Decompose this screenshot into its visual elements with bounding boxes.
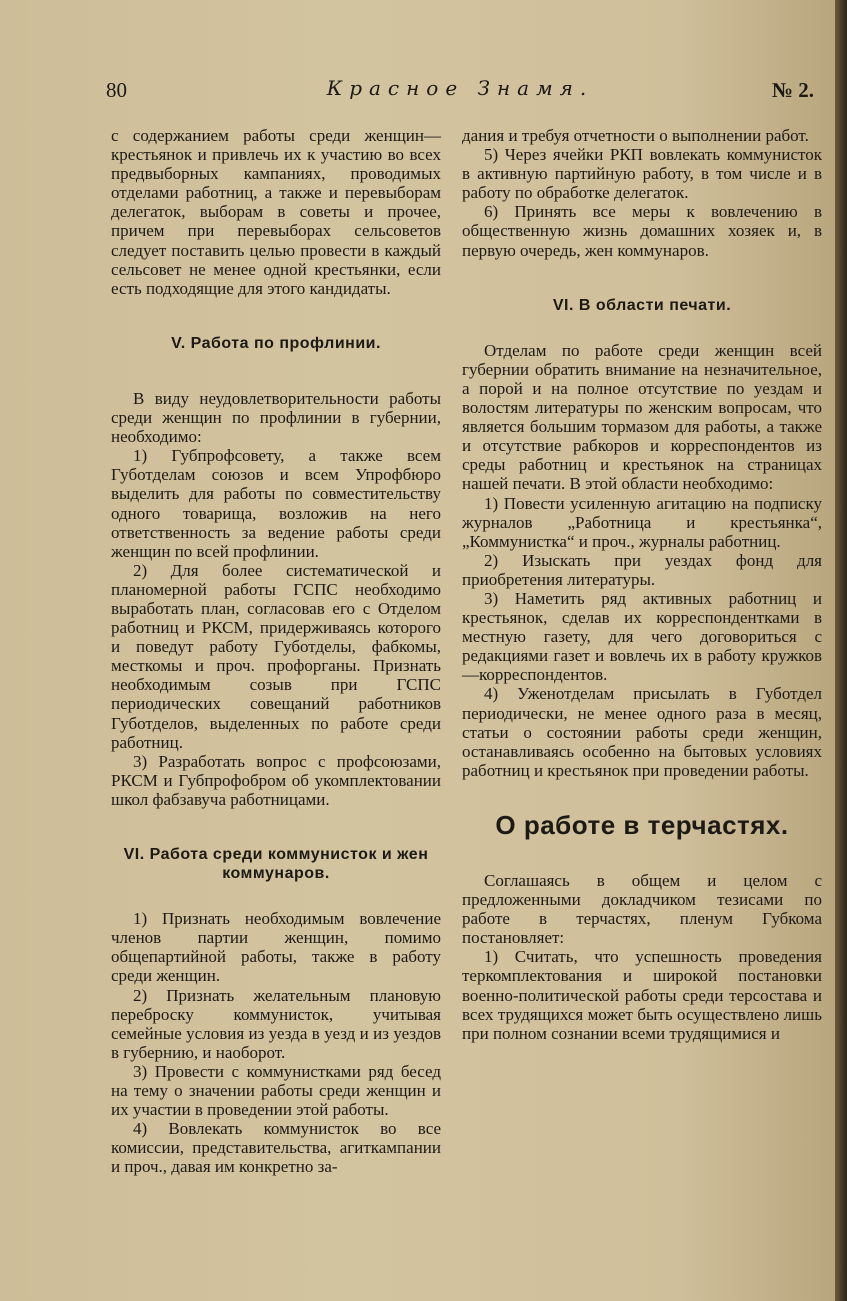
paragraph: 2) Признать желательным плановую переброску коммунисток, учитывая семейные условия из уезда в уезд и из уездов в губернию, и наоборот. [111,985,441,1062]
paragraph: 2) Изыскать при уездах фонд для приобретения литературы. [462,550,822,589]
journal-title: Красное Знамя. [326,76,594,100]
paragraph: 4) Уженотделам присылать в Губотдел периодически, не менее одного раза в месяц, статьи о состоянии работы среди женщин, останавливаясь особенно на бытовых условиях работниц и крестьянок при проведении работы. [462,684,822,780]
paragraph: 2) Для более систематической и планомерной работы ГСПС необходимо выработать план, согласовав его с Отделом работниц и РКСМ, придерживаясь которого и поведут работу Губотделы, фабкомы, месткомы и проч. профорганы. Признать необходимым созыв при ГСПС периодических совещаний работников Губотделов, выделенных по работе среди работниц. [111,560,441,752]
paragraph: Соглашаясь в общем и целом с предложенными докладчиком тезисами по работе в терчастях, пленум Губкома постановляет: [462,871,822,948]
paragraph: 6) Принять все меры к вовлечению в общественную жизнь домашних хозяек и, в первую очередь, жен коммунаров. [462,202,822,260]
left-column [111,126,441,1177]
section-heading: VI. В области печати. [552,296,732,314]
paragraph: 1) Признать необходимым вовлечение членов партии женщин, помимо общепартийной работы, также в работу среди женщин. [111,909,441,986]
section-heading: VI. Работа среди коммунисток и жен коммунаров. [123,846,429,883]
paragraph: 1) Губпрофсовету, а также всем Губотделам союзов и всем Упрофбюро выделить для работы по совместительству одного товарища, возложив на него ответственность за ведение работы среди женщин по всей профлинии. [111,446,441,561]
section-heading: V. Работа по профлинии. [171,334,381,352]
paragraph: дания и требуя отчетности о выполнении работ. [462,126,809,145]
article-heading: О работе в терчастях. [495,809,789,840]
paragraph: 3) Наметить ряд активных работниц и крестьянок, сделав их корреспондентками в местную газету, для чего договориться с редакциями газет и вовлечь их в работу кружков—корреспондентов. [462,588,822,685]
page-header [106,74,814,108]
right-column [462,126,822,1043]
paragraph: Отделам по работе среди женщин всей губернии обратить внимание на незначительное, а порой и на полное отсутствие по уездам и волостям литературы по женским вопросам, что является большим тормазом для работы, а также и отсутствие рабкоров и корреспондентов из среды работниц и крестьянок на страницах нашей печати. В этой области необходимо: [462,340,822,494]
page-edge-shadow [835,0,847,1301]
page-number: 80 [106,78,127,102]
paragraph: 1) Считать, что успешность проведения теркомплектования и широкой постановки военно-политической работы среди терсостава и всех трудящихся может быть осуществлено лишь при полном сознании всеми трудящимися и [462,947,822,1043]
paragraph: В виду неудовлетворительности работы среди женщин по профлинии в губернии, необходимо: [111,388,441,447]
issue-number: № 2. [771,78,814,102]
paragraph: 5) Через ячейки РКП вовлекать коммунисток в активную партийную работу, в том числе и в работу по обработке делегаток. [462,145,822,203]
paragraph: 3) Провести с коммунистками ряд бесед на тему о значении работы среди женщин и их участии в проведении этой работы. [111,1061,441,1120]
paragraph: 3) Разработать вопрос с профсоюзами, РКСМ и Губпрофобром об укомплектовании школ фабзавуча работницами. [111,751,441,809]
paragraph: 1) Повести усиленную агитацию на подписку журналов „Работница и крестьянка“, „Коммунистка“ и проч., журналы работниц. [462,493,822,551]
paragraph: с содержанием работы среди женщин—крестьянок и привлечь их к участию во всех предвыборных кампаниях, проводимых отделами работниц, а также и перевыборам делегаток, выборам в советы и прочее, причем при перевыборах сельсоветов следует поставить целью провести в каждый сельсовет не менее одной крестьянки, если есть подходящие для этого кандидаты. [111,126,441,298]
paragraph: 4) Вовлекать коммунисток во все комиссии, представительства, агиткампании и проч., давая им конкретно за- [111,1119,441,1177]
